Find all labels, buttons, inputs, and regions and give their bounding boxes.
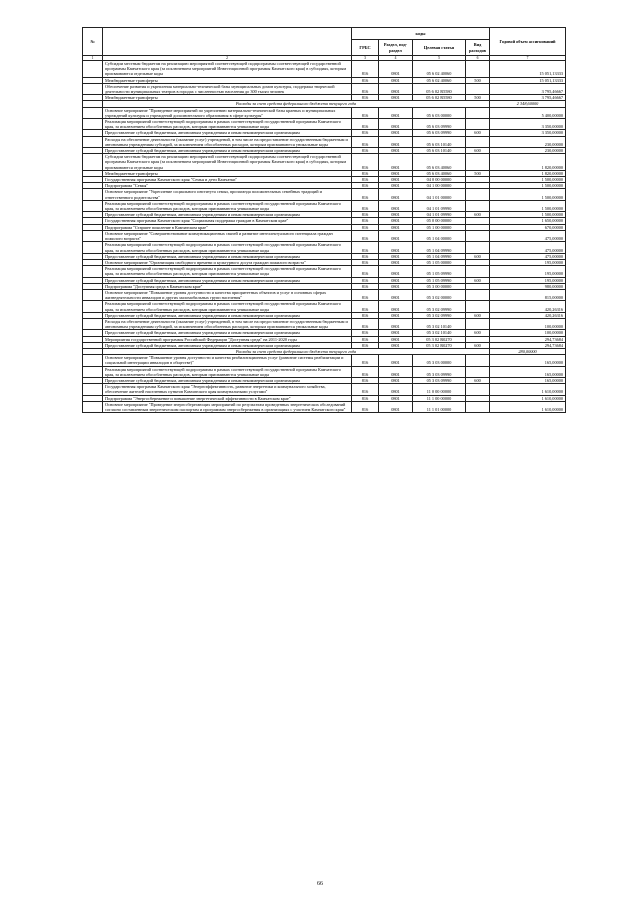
column-number: 6 (466, 56, 490, 61)
target-article-cell: 05 6 03 09990 (413, 130, 466, 136)
razdel-cell: 0801 (379, 224, 413, 230)
razdel-cell: 0801 (379, 218, 413, 224)
expense-name: Расходы на обеспечение деятельности (оказание услуг) учреждений, в том числе на предоставление государственным бюджетным и автономным учреждениям субсидий, за исключением обособленных расходов, которым присваиваются уникальные коды (103, 136, 352, 147)
target-article-cell: 05 3 02 10140 (413, 330, 466, 336)
amount-cell: 420,26316 (490, 312, 566, 318)
column-number: 1 (83, 56, 103, 61)
row-number-cell (83, 136, 103, 147)
razdel-cell: 0801 (379, 395, 413, 401)
razdel-cell: 0801 (379, 154, 413, 171)
expense-name: Предоставление субсидий бюджетным, автономным учреждениям и иным некоммерческим организациям (103, 377, 352, 383)
expense-type-cell (466, 301, 490, 312)
razdel-cell: 0801 (379, 342, 413, 348)
razdel-cell: 0801 (379, 336, 413, 342)
grbs-cell: 816 (352, 318, 379, 329)
table-row (83, 384, 566, 395)
expense-type-cell: 600 (466, 148, 490, 154)
grbs-cell: 816 (352, 230, 379, 241)
expense-type-cell: 600 (466, 277, 490, 283)
razdel-cell: 0801 (379, 283, 413, 289)
target-article-cell: 04 1 01 09990 (413, 212, 466, 218)
row-number-cell (83, 242, 103, 253)
razdel-cell: 0801 (379, 200, 413, 211)
column-number: 3 (352, 56, 379, 61)
amount-cell: 294,73684 (490, 342, 566, 348)
grbs-cell: 816 (352, 366, 379, 377)
expense-name: Обеспечение развития и укрепления материально-технической базы муниципальных домов культуры, поддержка творческой деятельности муниципальных театров в городах с численностью населения до 300 тысяч человек (103, 83, 352, 94)
target-article-cell: 05 6 03 00000 (413, 107, 466, 118)
table-row (83, 318, 566, 329)
row-number-cell (83, 266, 103, 277)
target-article-cell: 05 6 02 R5580 (413, 95, 466, 101)
table-row (83, 289, 566, 300)
row-number-cell (83, 61, 103, 78)
amount-cell: 230,00000 (490, 148, 566, 154)
amount-cell: 5 400,00000 (490, 107, 566, 118)
expense-name: Субсидии местным бюджетам на реализацию мероприятий соответствующей подпрограммы соответствующей государственной программы Камчатского края (за исключением мероприятий Инвестиционной программы Камчатского края) в субсидиях, которым присваиваются отдельные коды (103, 61, 352, 78)
grbs-cell: 816 (352, 401, 379, 412)
target-article-cell: 05 6 02 40060 (413, 61, 466, 78)
grbs-cell: 816 (352, 384, 379, 395)
expense-name: Подпрограмма "Семья" (103, 183, 352, 189)
expense-name: Подпрограмма "Доступная среда в Камчатском крае" (103, 283, 352, 289)
expense-type-cell (466, 318, 490, 329)
razdel-cell: 0801 (379, 77, 413, 83)
amount-cell: 230,00000 (490, 136, 566, 147)
target-article-cell: 05 3 02 R0270 (413, 336, 466, 342)
row-number-cell (83, 83, 103, 94)
target-article-cell: 05 6 03 10140 (413, 136, 466, 147)
razdel-cell: 0801 (379, 230, 413, 241)
amount-cell: 280,00000 (490, 348, 566, 354)
expense-name: Предоставление субсидий бюджетным, автономным учреждениям и иным некоммерческим организациям (103, 342, 352, 348)
grbs-cell: 816 (352, 355, 379, 366)
table-row (83, 107, 566, 118)
grbs-cell: 816 (352, 259, 379, 265)
expense-type-cell (466, 266, 490, 277)
razdel-cell: 0801 (379, 242, 413, 253)
amount-cell: 1 500,00000 (490, 200, 566, 211)
expense-name: Предоставление субсидий бюджетным, автономным учреждениям и иным некоммерческим организациям (103, 253, 352, 259)
expense-name: Основное мероприятие "Организация свободного времени и культурного досуга граждан пожилого возраста" (103, 259, 352, 265)
expense-name: Предоставление субсидий бюджетным, автономным учреждениям и иным некоммерческим организациям (103, 312, 352, 318)
header-razdel: Раздел, под-раздел (379, 40, 413, 56)
amount-cell: 1 650,00000 (490, 218, 566, 224)
expense-name: Основное мероприятие "Совершенствование коммуникационных связей и развитие интеллектуального потенциала граждан пожилого возраста" (103, 230, 352, 241)
target-article-cell: 05 3 02 09990 (413, 312, 466, 318)
target-article-cell: 05 1 04 00000 (413, 230, 466, 241)
amount-cell: 420,26316 (490, 301, 566, 312)
grbs-cell: 816 (352, 342, 379, 348)
table-row (83, 355, 566, 366)
target-article-cell: 05 3 03 00000 (413, 355, 466, 366)
target-article-cell: 05 1 04 09990 (413, 253, 466, 259)
amount-cell: 1 610,00000 (490, 395, 566, 401)
expense-type-cell: 600 (466, 342, 490, 348)
grbs-cell: 816 (352, 148, 379, 154)
table-row (83, 242, 566, 253)
expense-type-cell: 600 (466, 253, 490, 259)
amount-cell: 195,00000 (490, 277, 566, 283)
target-article-cell: 05 6 03 09990 (413, 119, 466, 130)
grbs-cell: 816 (352, 130, 379, 136)
target-article-cell: 05 3 02 09990 (413, 301, 466, 312)
expense-name: Основное мероприятие "Проведение энергосберегающих мероприятий по результатам проведенных энергетических обследований согласно составленным энергетическим паспортам и программам энергосбережения в организациях с участием Камчатского края" (103, 401, 352, 412)
row-number-cell (83, 107, 103, 118)
row-number-cell (83, 384, 103, 395)
amount-cell: 15 051,13333 (490, 77, 566, 83)
target-article-cell: 11 1 01 00000 (413, 401, 466, 412)
row-number-cell (83, 289, 103, 300)
table-row (83, 366, 566, 377)
razdel-cell: 0801 (379, 212, 413, 218)
expense-name: Государственная программа Камчатского края "Социальная поддержка граждан в Камчатском крае" (103, 218, 352, 224)
expense-type-cell (466, 119, 490, 130)
razdel-cell: 0801 (379, 266, 413, 277)
expense-name: Предоставление субсидий бюджетным, автономным учреждениям и иным некоммерческим организациям (103, 148, 352, 154)
razdel-cell: 0801 (379, 253, 413, 259)
expense-name: Предоставление субсидий бюджетным, автономным учреждениям и иным некоммерческим организациям (103, 330, 352, 336)
razdel-cell: 0801 (379, 384, 413, 395)
header-codes: коды (352, 28, 490, 40)
expense-name: Расходы на обеспечение деятельности (оказание услуг) учреждений, в том числе на предоставление государственным бюджетным и автономным учреждениям субсидий, за исключением обособленных расходов, которым присваиваются уникальные коды (103, 318, 352, 329)
grbs-cell: 816 (352, 242, 379, 253)
razdel-cell: 0801 (379, 355, 413, 366)
target-article-cell: 05 6 03 10140 (413, 148, 466, 154)
expense-name: Реализация мероприятий соответствующей подпрограммы в рамках соответствующей государственной программы Камчатского края, за исключением обособленных расходов, которым присваиваются уникальные коды (103, 366, 352, 377)
target-article-cell: 05 1 05 09990 (413, 266, 466, 277)
expense-type-cell (466, 136, 490, 147)
grbs-cell: 816 (352, 61, 379, 78)
funding-note: Расходы за счет средств федерального бюджета текущего года (103, 101, 490, 107)
table-row (83, 119, 566, 130)
target-article-cell: 05 6 03 40060 (413, 170, 466, 176)
page-number: 66 (317, 881, 323, 887)
razdel-cell: 0801 (379, 301, 413, 312)
razdel-cell: 0801 (379, 318, 413, 329)
razdel-cell: 0801 (379, 107, 413, 118)
table-row (83, 189, 566, 200)
grbs-cell: 816 (352, 266, 379, 277)
amount-cell: 1 610,00000 (490, 401, 566, 412)
expense-name: Реализация мероприятий соответствующей подпрограммы в рамках соответствующей государственной программы Камчатского края, за исключением обособленных расходов, которым присваиваются уникальные коды (103, 242, 352, 253)
expense-name: Основное мероприятие "Повышение уровня доступности и качества приоритетных объектов и услуг в основных сферах жизнедеятельности инвалидов и других маломобильных групп населения" (103, 289, 352, 300)
expense-name: Предоставление субсидий бюджетным, автономным учреждениям и иным некоммерческим организациям (103, 212, 352, 218)
amount-cell: 1 610,00000 (490, 384, 566, 395)
table-row (83, 136, 566, 147)
grbs-cell: 816 (352, 83, 379, 94)
amount-cell: 980,00000 (490, 283, 566, 289)
header-csr: Целевая статья (413, 40, 466, 56)
amount-cell: 2 348,60000 (490, 101, 566, 107)
amount-cell: 1 500,00000 (490, 212, 566, 218)
razdel-cell: 0801 (379, 119, 413, 130)
amount-cell: 1 500,00000 (490, 189, 566, 200)
expense-type-cell (466, 366, 490, 377)
funding-note: Расходы за счет средств федерального бюджета текущего года (103, 348, 490, 354)
amount-cell: 15 051,13333 (490, 61, 566, 78)
table-row (83, 401, 566, 412)
grbs-cell: 816 (352, 395, 379, 401)
expense-name: Предоставление субсидий бюджетным, автономным учреждениям и иным некоммерческим организациям (103, 130, 352, 136)
grbs-cell: 816 (352, 177, 379, 183)
expense-type-cell (466, 355, 490, 366)
row-number-cell (83, 318, 103, 329)
amount-cell: 100,00000 (490, 318, 566, 329)
grbs-cell: 816 (352, 336, 379, 342)
grbs-cell: 816 (352, 212, 379, 218)
expense-type-cell (466, 154, 490, 171)
target-article-cell: 05 3 02 00000 (413, 289, 466, 300)
grbs-cell: 816 (352, 330, 379, 336)
amount-cell: 165,00000 (490, 366, 566, 377)
expense-type-cell (466, 200, 490, 211)
expense-name: Основное мероприятие "Укрепление социального института семьи, пропаганда положительных семейных традиций и ответственного родительства" (103, 189, 352, 200)
razdel-cell: 0801 (379, 183, 413, 189)
header-annual: Годовой объем ассигнований (490, 28, 566, 56)
razdel-cell: 0801 (379, 83, 413, 94)
expense-name: Субсидии местным бюджетам на реализацию мероприятий соответствующей подпрограммы соответствующей государственной программы Камчатского края (за исключением мероприятий Инвестиционной программы Камчатского края) в субсидиях, которым присваиваются отдельные коды (103, 154, 352, 171)
target-article-cell: 05 6 03 40060 (413, 154, 466, 171)
row-number-cell (83, 366, 103, 377)
target-article-cell: 11 1 00 00000 (413, 395, 466, 401)
razdel-cell: 0801 (379, 401, 413, 412)
target-article-cell: 05 1 05 00000 (413, 259, 466, 265)
amount-cell: 1 500,00000 (490, 177, 566, 183)
expense-name: Государственная программа Камчатского края "Семья и дети Камчатки" (103, 177, 352, 183)
target-article-cell: 05 0 00 00000 (413, 218, 466, 224)
expense-type-cell: 600 (466, 130, 490, 136)
razdel-cell: 0801 (379, 95, 413, 101)
amount-cell: 3 350,00000 (490, 130, 566, 136)
expense-type-cell (466, 289, 490, 300)
target-article-cell: 05 3 02 10140 (413, 318, 466, 329)
amount-cell: 3 350,00000 (490, 119, 566, 130)
grbs-cell: 816 (352, 289, 379, 300)
target-article-cell: 04 1 01 00000 (413, 189, 466, 200)
amount-cell: 195,00000 (490, 259, 566, 265)
row-number-cell (83, 230, 103, 241)
row-number-cell (83, 200, 103, 211)
column-number: 4 (379, 56, 413, 61)
expense-type-cell: 600 (466, 212, 490, 218)
grbs-cell: 816 (352, 183, 379, 189)
row-number-cell (83, 401, 103, 412)
column-number: 2 (103, 56, 352, 61)
expense-name: Подпрограмма "Старшее поколение в Камчатском крае" (103, 224, 352, 230)
table-row (83, 266, 566, 277)
expense-name: Межбюджетные трансферты (103, 95, 352, 101)
target-article-cell: 05 6 02 R5580 (413, 83, 466, 94)
expense-name: Основное мероприятие "Проведение мероприятий по укреплению материально-технической базы краевых и муниципальных учреждений культуры и учреждений дополнительного образования в сфере культуры" (103, 107, 352, 118)
expense-type-cell (466, 83, 490, 94)
expense-type-cell (466, 401, 490, 412)
row-number-cell (83, 301, 103, 312)
razdel-cell: 0801 (379, 330, 413, 336)
grbs-cell: 816 (352, 283, 379, 289)
razdel-cell: 0801 (379, 61, 413, 78)
razdel-cell: 0801 (379, 170, 413, 176)
razdel-cell: 0801 (379, 312, 413, 318)
razdel-cell: 0801 (379, 136, 413, 147)
expense-type-cell: 600 (466, 312, 490, 318)
grbs-cell: 816 (352, 154, 379, 171)
amount-cell: 475,00000 (490, 253, 566, 259)
grbs-cell: 816 (352, 200, 379, 211)
expense-type-cell: 500 (466, 170, 490, 176)
column-number: 7 (490, 56, 566, 61)
expense-type-cell (466, 107, 490, 118)
grbs-cell: 816 (352, 107, 379, 118)
table-row (83, 83, 566, 94)
expense-name: Реализация мероприятий соответствующей подпрограммы в рамках соответствующей государственной программы Камчатского края, за исключением обособленных расходов, которым присваиваются уникальные коды (103, 119, 352, 130)
amount-cell: 670,00000 (490, 224, 566, 230)
expense-type-cell: 600 (466, 377, 490, 383)
amount-cell: 294,73684 (490, 336, 566, 342)
row-number-cell (83, 355, 103, 366)
target-article-cell: 05 1 04 09990 (413, 242, 466, 253)
amount-cell: 1 500,00000 (490, 183, 566, 189)
row-number-cell (83, 154, 103, 171)
amount-cell: 165,00000 (490, 355, 566, 366)
expense-type-cell (466, 242, 490, 253)
razdel-cell: 0801 (379, 189, 413, 200)
header-grbs: ГРБС (352, 40, 379, 56)
expense-name: Мероприятия государственной программы Российской Федерации "Доступная среда" на 2011-2020 годы (103, 336, 352, 342)
row-number-cell (83, 119, 103, 130)
target-article-cell: 05 3 03 09990 (413, 377, 466, 383)
razdel-cell: 0801 (379, 130, 413, 136)
grbs-cell: 816 (352, 277, 379, 283)
grbs-cell: 816 (352, 377, 379, 383)
expense-name: Предоставление субсидий бюджетным, автономным учреждениям и иным некоммерческим организациям (103, 277, 352, 283)
amount-cell: 3 795,46667 (490, 95, 566, 101)
amount-cell: 475,00000 (490, 230, 566, 241)
grbs-cell: 816 (352, 189, 379, 200)
expense-name: Межбюджетные трансферты (103, 77, 352, 83)
target-article-cell: 05 6 02 40060 (413, 77, 466, 83)
razdel-cell: 0801 (379, 366, 413, 377)
table-row (83, 230, 566, 241)
budget-table-body (83, 61, 566, 413)
table-row (83, 61, 566, 78)
expense-type-cell (466, 230, 490, 241)
column-number: 5 (413, 56, 466, 61)
grbs-cell: 816 (352, 77, 379, 83)
grbs-cell: 816 (352, 253, 379, 259)
expense-type-cell (466, 189, 490, 200)
expense-type-cell: 600 (466, 330, 490, 336)
expense-name: Основное мероприятие "Повышение уровня доступности и качества реабилитационных услуг (развитие системы реабилитации и социальной интеграции инвалидов в обществе)" (103, 355, 352, 366)
amount-cell: 815,00000 (490, 289, 566, 300)
expense-name: Реализация мероприятий соответствующей подпрограммы в рамках соответствующей государственной программы Камчатского края, за исключением обособленных расходов, которым присваиваются уникальные коды (103, 200, 352, 211)
grbs-cell: 816 (352, 170, 379, 176)
razdel-cell: 0801 (379, 177, 413, 183)
razdel-cell: 0801 (379, 377, 413, 383)
expense-name: Реализация мероприятий соответствующей подпрограммы в рамках соответствующей государственной программы Камчатского края, за исключением обособленных расходов, которым присваиваются уникальные коды (103, 301, 352, 312)
grbs-cell: 816 (352, 312, 379, 318)
table-row (83, 154, 566, 171)
amount-cell: 165,00000 (490, 377, 566, 383)
budget-table (82, 27, 566, 413)
expense-type-cell: 500 (466, 95, 490, 101)
amount-cell: 1 820,00000 (490, 154, 566, 171)
amount-cell: 1 820,00000 (490, 170, 566, 176)
target-article-cell: 05 3 02 R0270 (413, 342, 466, 348)
amount-cell: 3 795,46667 (490, 83, 566, 94)
target-article-cell: 04 1 00 00000 (413, 183, 466, 189)
table-row (83, 200, 566, 211)
header-vr: Вид расходов (466, 40, 490, 56)
razdel-cell: 0801 (379, 277, 413, 283)
razdel-cell: 0801 (379, 289, 413, 300)
target-article-cell: 11 0 00 00000 (413, 384, 466, 395)
razdel-cell: 0801 (379, 148, 413, 154)
expense-type-cell (466, 384, 490, 395)
grbs-cell: 816 (352, 224, 379, 230)
grbs-cell: 816 (352, 301, 379, 312)
target-article-cell: 05 3 03 09990 (413, 366, 466, 377)
row-number-cell (83, 189, 103, 200)
amount-cell: 195,00000 (490, 266, 566, 277)
table-row (83, 301, 566, 312)
razdel-cell: 0801 (379, 259, 413, 265)
grbs-cell: 816 (352, 218, 379, 224)
expense-name: Реализация мероприятий соответствующей подпрограммы в рамках соответствующей государственной программы Камчатского края, за исключением обособленных расходов, которым присваиваются уникальные коды (103, 266, 352, 277)
target-article-cell: 04 0 00 00000 (413, 177, 466, 183)
amount-cell: 100,00000 (490, 330, 566, 336)
grbs-cell: 816 (352, 95, 379, 101)
grbs-cell: 816 (352, 136, 379, 147)
expense-name: Межбюджетные трансферты (103, 170, 352, 176)
amount-cell: 475,00000 (490, 242, 566, 253)
target-article-cell: 05 3 00 00000 (413, 283, 466, 289)
expense-type-cell: 500 (466, 77, 490, 83)
header-name (103, 28, 352, 56)
target-article-cell: 04 1 01 09990 (413, 200, 466, 211)
expense-name: Государственная программа Камчатского края "Энергоэффективность, развитие энергетики и коммунального хозяйства, обеспечение жителей населенных пунктов Камчатского края коммунальными услугами" (103, 384, 352, 395)
header-number: № (83, 28, 103, 56)
expense-name: Подпрограмма "Энергосбережение и повышение энергетической эффективности в Камчатском крае" (103, 395, 352, 401)
grbs-cell: 816 (352, 119, 379, 130)
target-article-cell: 05 1 00 00000 (413, 224, 466, 230)
target-article-cell: 05 1 05 09990 (413, 277, 466, 283)
budget-table-page (82, 27, 565, 413)
expense-type-cell (466, 61, 490, 78)
